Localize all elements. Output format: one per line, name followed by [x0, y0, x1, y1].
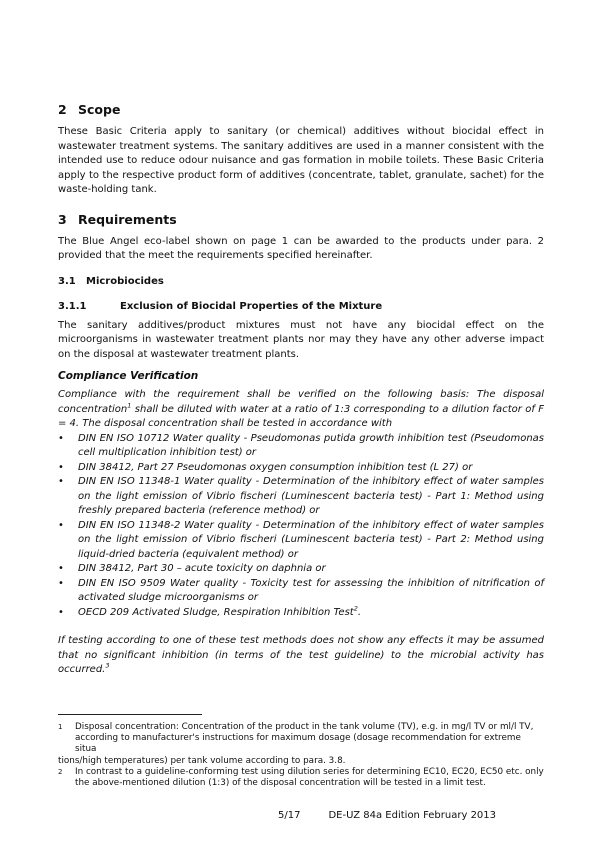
list-item-text: DIN EN ISO 10712 Water quality - Pseudomonas putida growth inhibition test (Pseudomonas cell multiplication inhibition test) or: [78, 432, 544, 458]
list-item: [58, 519, 544, 563]
bullet-glyph: •: [58, 476, 64, 487]
footnote-1: [58, 722, 544, 756]
footnote-1-continuation: tions/high temperatures) per tank volume according to para. 3.8.: [58, 755, 346, 766]
exclusion-number: 3.1.1: [58, 300, 87, 312]
edition-label: DE-UZ 84a Edition February 2013: [328, 810, 497, 821]
footnotes: [58, 722, 544, 789]
compliance-intro-a: Compliance with the requirement shall be verified on the following basis: The disposal concentration: [58, 389, 544, 415]
requirements-heading: [58, 212, 544, 227]
footnote-2: [58, 767, 544, 789]
list-item: [58, 577, 544, 606]
bullet-glyph: •: [58, 461, 64, 473]
bullet-glyph: •: [58, 606, 64, 618]
list-item: [58, 432, 544, 461]
compliance-closing: [58, 634, 544, 678]
scope-number: 2: [58, 102, 67, 117]
footnote-2-number: 2: [58, 767, 63, 776]
microbiocides-title: Microbiocides: [86, 275, 164, 287]
footnote-ref-3: 3: [105, 661, 110, 670]
microbiocides-heading: [58, 276, 544, 287]
exclusion-paragraph: The sanitary additives/product mixtures must not have any biocidal effect on the microorganisms in wastewater treatment plants nor may they have any other adverse impact on the disposal at wastewater treatment plants.: [58, 319, 544, 360]
page-number: 5/17: [278, 810, 301, 821]
list-item: [58, 606, 544, 621]
compliance-intro: [58, 388, 544, 432]
list-item-text: DIN 38412, Part 27 Pseudomonas oxygen consumption inhibition test (L 27) or: [78, 461, 473, 473]
list-item: [58, 562, 544, 577]
exclusion-title: Exclusion of Biocidal Properties of the Mixture: [120, 300, 383, 312]
list-item-text: DIN EN ISO 11348-1 Water quality - Determination of the inhibitory effect of water samples on the light emission of Vibrio fischeri (Luminescent bacteria test) - Part 1: Method using freshly prepared bacteria (reference method) or: [78, 476, 544, 516]
scope-title: Scope: [78, 102, 121, 117]
test-method-list: [58, 432, 544, 621]
scope-heading: [58, 102, 544, 117]
footnote-ref-2: 2: [353, 604, 358, 613]
bullet-glyph: •: [58, 563, 64, 574]
footnote-divider: [58, 714, 202, 715]
bullet-glyph: •: [58, 577, 64, 589]
bullet-glyph: •: [58, 432, 64, 444]
page-body: [58, 100, 544, 678]
compliance-closing-text: If testing according to one of these test methods does not show any effects it may be assumed that no significant inhibition (in terms of the test guideline) to the microbial activity has occurred.: [58, 635, 544, 675]
footnote-1-number: 1: [58, 723, 63, 731]
microbiocides-number: 3.1: [58, 275, 76, 287]
bullet-glyph: •: [58, 519, 64, 531]
list-item-text: DIN 38412, Part 30 – acute toxicity on daphnia or: [78, 563, 326, 574]
list-item: [58, 475, 544, 519]
requirements-paragraph: The Blue Angel eco-label shown on page 1 can be awarded to the products under para. 2 provided that the meet the requirements specified hereinafter.: [58, 235, 544, 261]
list-item: [58, 461, 544, 476]
list-item-text: OECD 209 Activated Sludge, Respiration Inhibition Test: [78, 606, 354, 618]
scope-paragraph: These Basic Criteria apply to sanitary (or chemical) additives without biocidal effect in wastewater treatment systems. The sanitary additives are used in a manner consistent with the intended use to reduce odour nuisance and gas formation in mobile toilets. These Basic Criteria apply to the respective product form of additives (concentrate, tablet, granulate, sachet) for the waste-holding tank.: [58, 126, 544, 195]
list-item-text: DIN EN ISO 11348-2 Water quality - Determination of the inhibitory effect of water samples on the light emission of Vibrio fischeri (Luminescent bacteria test) - Part 2: Method using liquid-dried bacteria (equivalent method) or: [78, 519, 544, 560]
exclusion-heading: [58, 301, 544, 312]
requirements-number: 3: [58, 211, 67, 227]
page-footer: [278, 810, 496, 821]
list-item-text: DIN EN ISO 9509 Water quality - Toxicity test for assessing the inhibition of nitrification of activated sludge microorganisms or: [78, 577, 544, 603]
compliance-heading: Compliance Verification: [58, 370, 199, 382]
list-item-end: .: [357, 606, 362, 618]
compliance-intro-b: shall be diluted with water at a ratio of 1:3 corresponding to a dilution factor of F = 4. The disposal concentration shall be tested in accordance with: [58, 403, 544, 429]
footnote-ref-1: 1: [127, 401, 132, 410]
footnote-1-text: Disposal concentration: Concentration of the product in the tank volume (TV), e.g. in mg/l TV or ml/l TV, according to manufacturer's instructions for maximum dosage (dosage recommendation for extreme situa: [75, 722, 534, 755]
requirements-title: Requirements: [78, 211, 177, 227]
footnote-2-text: In contrast to a guideline-conforming test using dilution series for determining EC10, EC20, EC50 etc. only the above-mentioned dilution (1:3) of the disposal concentration will be tested in a limit test.: [75, 766, 544, 789]
